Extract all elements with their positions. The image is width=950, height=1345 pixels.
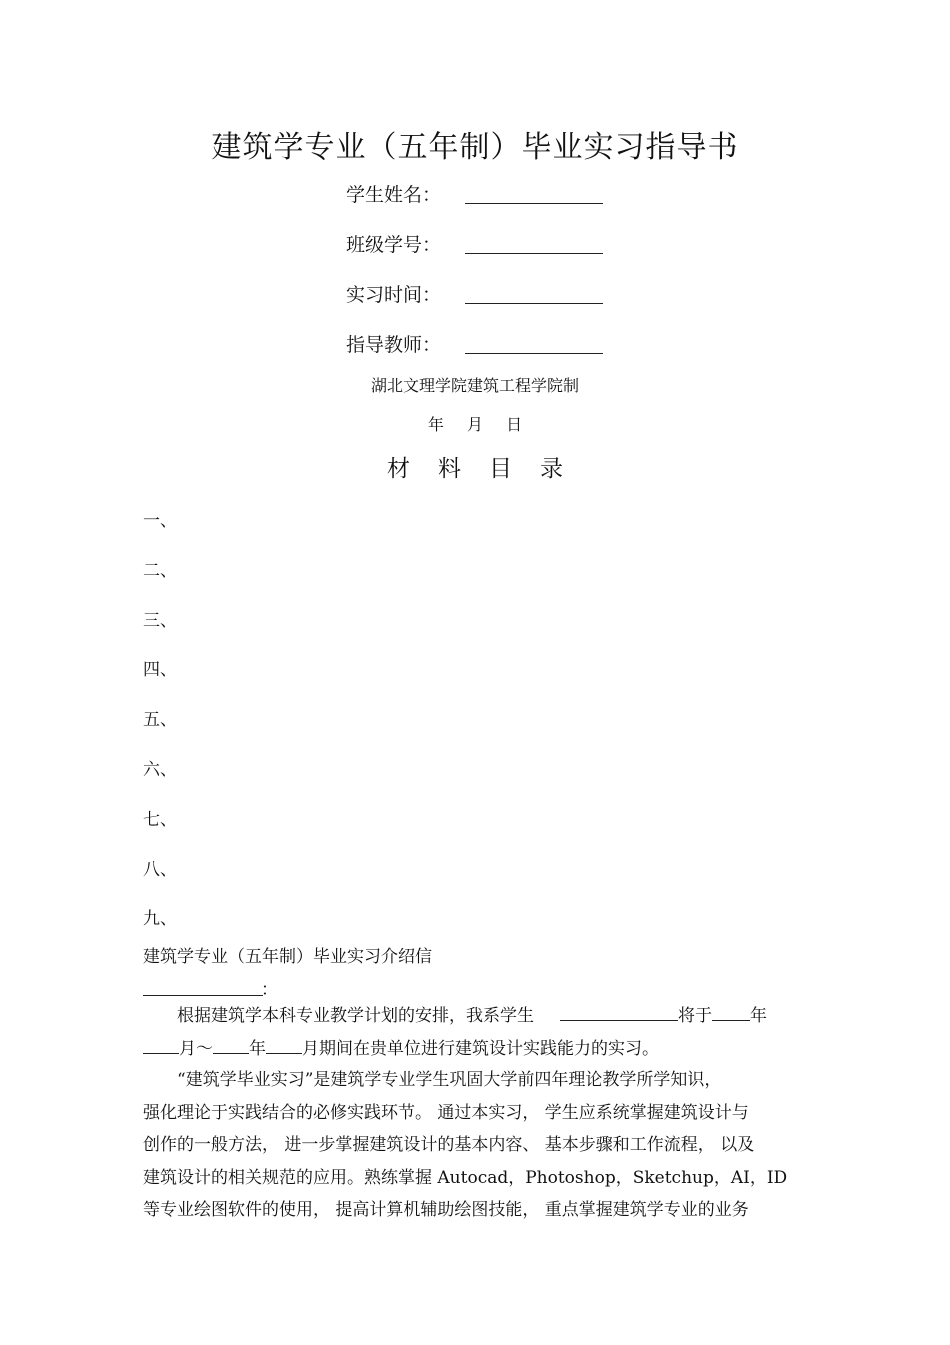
letter-title: 建筑学专业（五年制）毕业实习介绍信 [143,947,432,967]
field-label: 实习时间： [346,284,442,306]
toc-item: 九、 [143,909,177,930]
student-name-field [346,180,636,210]
fill-in-line [465,203,603,204]
toc-item: 三、 [143,610,177,631]
toc-item: 八、 [143,859,177,880]
paragraph-line: 等专业绘图软件的使用， 提高计算机辅助绘图技能， 重点掌握建筑学专业的业务 [143,1200,749,1220]
toc-title: 材料目录 [387,456,591,482]
addressee-line [143,975,278,1000]
paragraph-line: 建筑设计的相关规范的应用。熟练掌握 Autocad，Photoshop，Sketchup，AI，ID [143,1167,788,1188]
document-title: 建筑学专业（五年制）毕业实习指导书 [211,130,739,165]
fill-in-line [465,353,603,354]
internship-time-field [346,280,636,310]
toc-list [143,506,177,954]
student-blank [560,1002,678,1021]
letter-paragraph-1 [143,1000,808,1065]
toc-item: 七、 [143,809,177,830]
month-blank [266,1035,302,1054]
organization-name: 湖北文理学院建筑工程学院制 [370,376,579,395]
field-label: 学生姓名： [346,184,442,206]
class-number-field [346,230,636,260]
year-blank [712,1002,750,1021]
para1-text-f: 月期间在贵单位进行建筑设计实践能力的实习。 [302,1038,659,1059]
para1-text-c: 年 [750,1006,767,1026]
date-line: 年 月 日 [427,415,523,434]
addressee-colon: ： [261,980,278,1000]
paragraph-line: 创作的一般方法， 进一步掌握建筑设计的基本内容、 基本步骤和工作流程， 以及 [143,1135,755,1155]
para1-text-e: 年 [249,1038,266,1059]
field-label: 班级学号： [346,234,442,256]
fill-in-line [465,253,603,254]
fill-in-line [465,303,603,304]
toc-item: 六、 [143,759,177,780]
fill-in-line [143,995,263,996]
toc-item: 四、 [143,660,177,681]
toc-item: 一、 [143,511,177,531]
paragraph-line: 强化理论于实践结合的必修实践环节。 通过本实习， 学生应系统掌握建筑设计与 [143,1102,749,1123]
toc-item: 五、 [143,710,177,731]
field-label: 指导教师： [346,334,442,356]
letter-paragraph-2 [143,1064,808,1227]
advisor-field [346,330,636,360]
para1-text-b: 将于 [678,1006,712,1026]
year-blank [213,1035,249,1054]
paragraph-line: “建筑学毕业实习”是建筑学专业学生巩固大学前四年理论教学所学知识， [177,1070,722,1090]
month-blank [143,1035,179,1054]
para1-text-a: 根据建筑学本科专业教学计划的安排，我系学生 [177,1006,534,1026]
para1-text-d: 月～ [179,1038,213,1059]
toc-item: 二、 [143,560,177,581]
